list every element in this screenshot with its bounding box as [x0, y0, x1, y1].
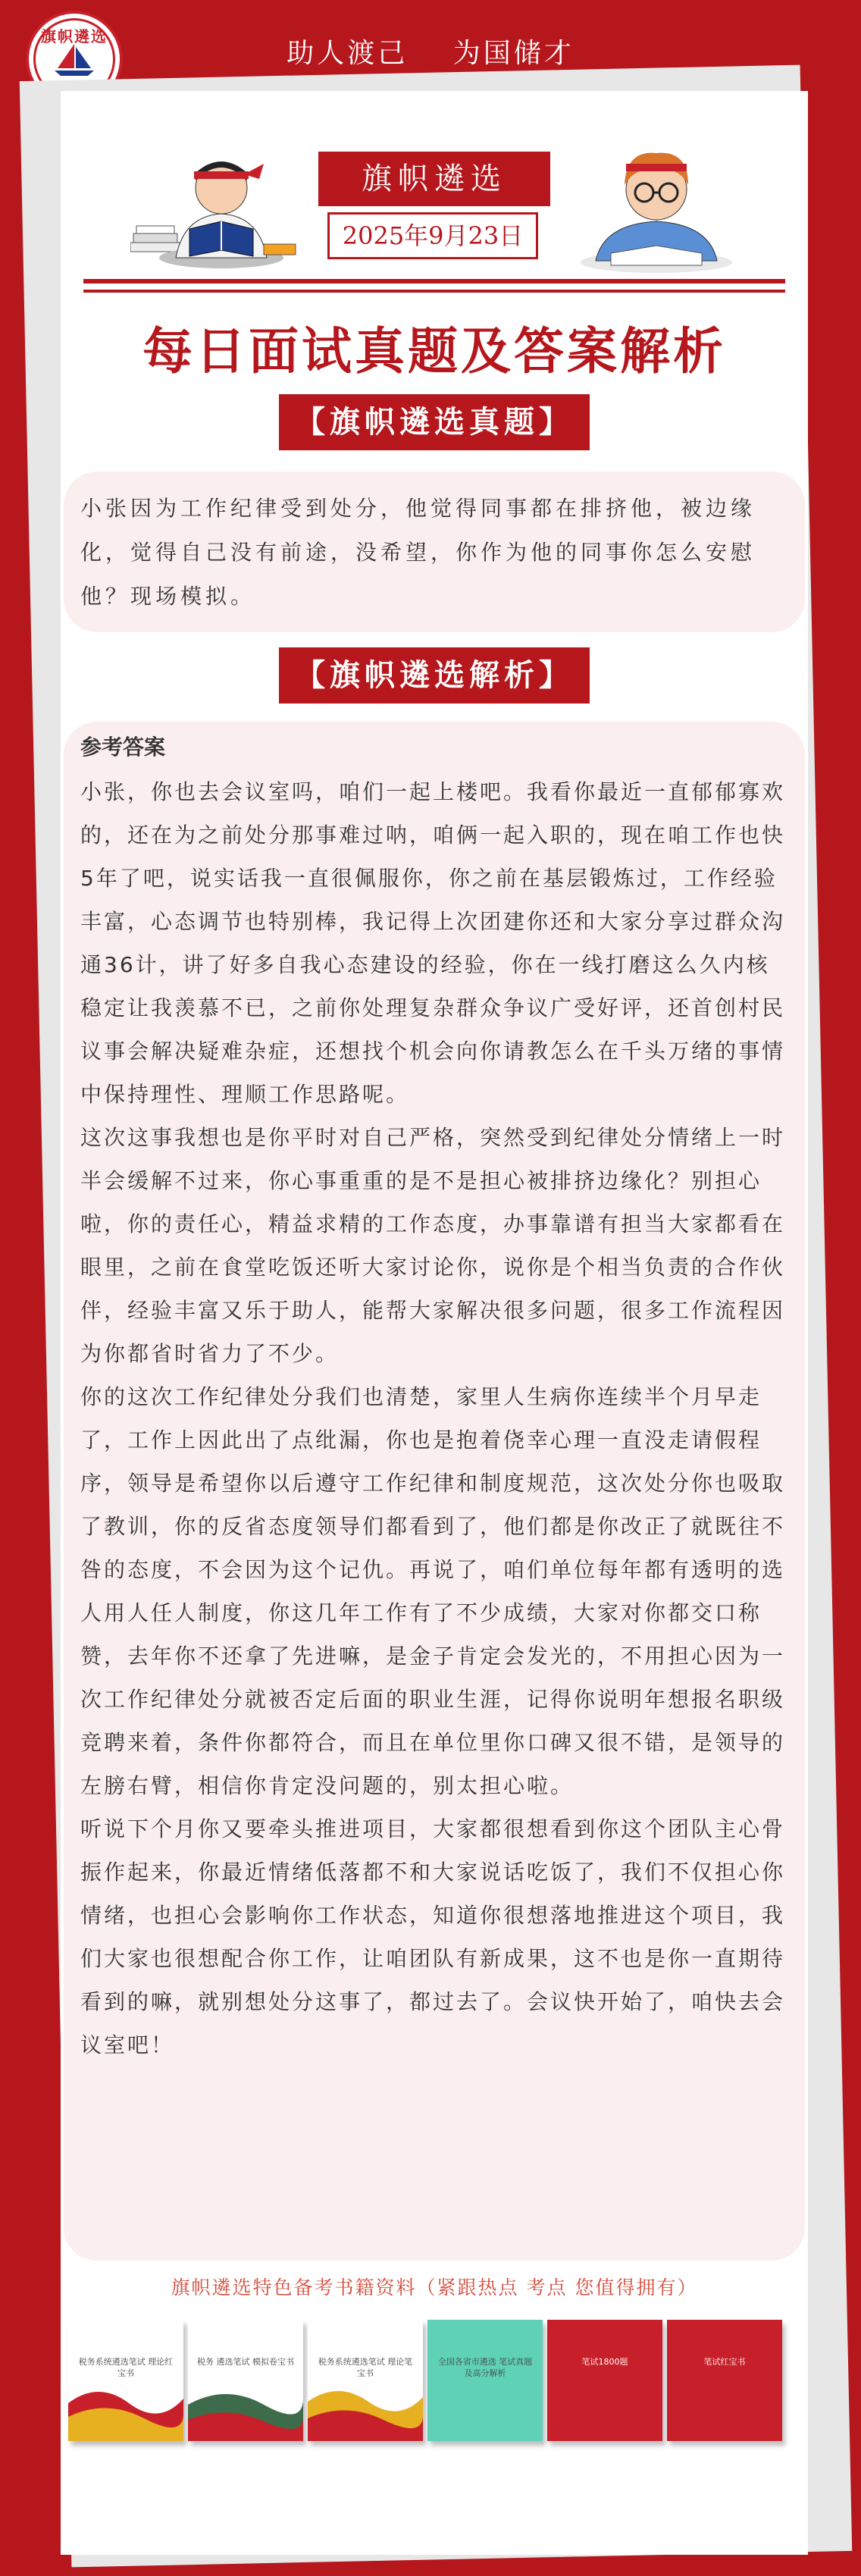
- header-rule-thin: [83, 290, 785, 293]
- question-section-tag: 【旗帜遴选真题】: [279, 394, 590, 450]
- student-reading-illustration: [130, 144, 312, 273]
- book-wave-decoration: [188, 2320, 303, 2441]
- book-title: 笔试红宝书: [703, 2357, 746, 2367]
- answer-heading: 参考答案: [80, 735, 166, 760]
- book-cover[interactable]: [308, 2320, 423, 2441]
- brand-name: 旗帜遴选: [318, 152, 550, 206]
- slogan-part-1: 助人渡己: [286, 38, 409, 69]
- student-girl-illustration: [565, 139, 747, 276]
- book-title: 税务 遴选笔试 模拟卷宝书: [197, 2357, 294, 2367]
- book-title: 税务系统遴选笔试 理论笔宝书: [318, 2357, 413, 2378]
- slogan-part-2: 为国储才: [452, 38, 575, 69]
- book-shelf: [61, 2320, 808, 2449]
- answer-paragraph: 小张，你也去会议室吗，咱们一起上楼吧。我看你最近一直郁郁寡欢的，还在为之前处分那事难过呐，咱俩一起入职的，现在咱工作也快5年了吧，说实话我一直很佩服你，你之前在基层锻炼过，工作经验丰富，心态调节也特别棒，我记得上次团建你还和大家分享过群众沟通36计，讲了好多自我心态建设的经验，你在一线打磨这么久内核稳定让我羡慕不已，之前你处理复杂群众争议广受好评，还首创村民议事会解决疑难杂症，还想找个机会向你请教怎么在千头万绪的事情中保持理性、理顺工作思路呢。: [80, 779, 786, 1107]
- issue-date: 2025年9月23日: [327, 212, 538, 259]
- book-cover[interactable]: [427, 2320, 543, 2441]
- answer-card: [64, 722, 805, 2261]
- answer-paragraph: 这次这事我想也是你平时对自己严格，突然受到纪律处分情绪上一时半会缓解不过来，你心事重重的是不是担心被排挤边缘化？别担心啦，你的责任心，精益求精的工作态度，办事靠谱有担当大家都看在眼里，之前在食堂吃饭还听大家讨论你，说你是个相当负责的合作伙伴，经验丰富又乐于助人，能帮大家解决很多问题，很多工作流程因为你都省时省力了不少。: [80, 1125, 786, 1366]
- answer-section-tag: 【旗帜遴选解析】: [279, 647, 590, 704]
- content-paper: [61, 91, 808, 2555]
- book-title: 笔试1800题: [581, 2357, 628, 2367]
- book-wave-decoration: [308, 2320, 423, 2441]
- answer-paragraph: 你的这次工作纪律处分我们也清楚，家里人生病你连续半个月早走了，工作上因此出了点纰漏，你也是抱着侥幸心理一直没走请假程序，领导是希望你以后遵守工作纪律和制度规范，这次处分你也吸取了教训，你的反省态度领导们都看到了，他们都是你改正了就既往不咎的态度，不会因为这个记仇。再说了，咱们单位每年都有透明的选人用人任人制度，你这几年工作有了不少成绩，大家对你都交口称赞，去年你不还拿了先进嘛，是金子肯定会发光的，不用担心因为一次工作纪律处分就被否定后面的职业生涯，记得你说明年想报名职级竞聘来着，条件你都符合，而且在单位里你口碑又很不错，是领导的左膀右臂，相信你肯定没问题的，别太担心啦。: [80, 1384, 786, 1798]
- logo-text-top: 旗帜遴选: [41, 27, 108, 45]
- book-title: 全国各省市遴选 笔试真题及高分解析: [437, 2357, 533, 2378]
- header-rule-thick: [83, 279, 785, 284]
- question-text: 小张因为工作纪律受到处分，他觉得同事都在排挤他，被边缘化，觉得自己没有前途，没希望，你作为他的同事你怎么安慰他？现场模拟。: [80, 496, 756, 609]
- header-area: [61, 91, 808, 288]
- book-cover[interactable]: [188, 2320, 303, 2441]
- question-card: [64, 472, 805, 632]
- book-cover[interactable]: [547, 2320, 662, 2441]
- book-cover[interactable]: [667, 2320, 782, 2441]
- page-title: 每日面试真题及答案解析: [142, 322, 726, 381]
- promo-text: 旗帜遴选特色备考书籍资料（紧跟热点 考点 您值得拥有）: [171, 2277, 698, 2299]
- book-title: 税务系统遴选笔试 理论红宝书: [78, 2357, 174, 2378]
- answer-paragraph: 听说下个月你又要牵头推进项目，大家都很想看到你这个团队主心骨振作起来，你最近情绪低落都不和大家说话吃饭了，我们不仅担心你情绪，也担心会影响你工作状态，知道你很想落地推进这个项目，我们大家也很想配合你工作，让咱团队有新成果，这不也是你一直期待看到的嘛，就别想处分这事了，都过去了。会议快开始了，咱快去会议室吧！: [80, 1816, 786, 2057]
- book-wave-decoration: [68, 2320, 183, 2441]
- answer-body: [80, 770, 790, 2067]
- slogan: [0, 32, 861, 71]
- book-cover[interactable]: [68, 2320, 183, 2441]
